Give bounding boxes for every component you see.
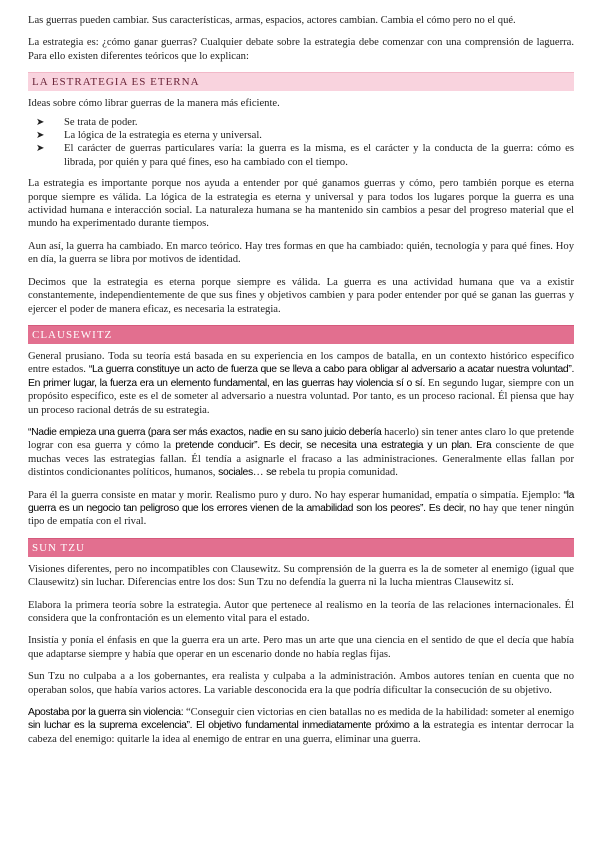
intro-paragraph-1: Las guerras pueden cambiar. Sus características, armas, espacios, actores cambian. Cambia el cómo pero no el qué. bbox=[28, 15, 516, 26]
section1-paragraph-1: La estrategia es importante porque nos ayuda a entender por qué ganamos guerras y cómo, pero también porque es eterna porque siempre es válida. La lógica de la estrategia es eterna y universal y para todos los lugares porque la guerra es una actividad humana e interacción social. La naturaleza humana se ha mantenido sin cambios a pesar del progreso material que el mundo ha experimentado durante tiempos. bbox=[28, 178, 574, 230]
section3-paragraph-3: Insistía y ponía el énfasis en que la guerra era un arte. Pero mas un arte que una ciencia en el sentido de que el decía que había que adaptarse siempre y había que operar en un escenario donde no había reglas fijas. bbox=[28, 635, 574, 660]
quote-highlight: “la guerra es un negocio tan peligroso que los errores vienen de la amabilidad son los peores”. Es decir, no bbox=[28, 489, 574, 514]
quote-highlight: pretende conducir”. Es decir, se necesita una estrategia y un plan. Era bbox=[175, 440, 492, 452]
section-heading-estrategia: LA ESTRATEGIA ES ETERNA bbox=[28, 72, 574, 91]
list-item: ➤ Se trata de poder. bbox=[36, 116, 138, 128]
arrow-bullet-icon: ➤ bbox=[36, 130, 45, 142]
section2-paragraph-1: General prusiano. Toda su teoría está basada en su experiencia en los campos de batalla, en un contexto histórico específico entre estados. “La guerra constituye un acto de fuerza que se lleva a cabo para obligar al adversario a acatar nuestra voluntad”. En primer lugar, la fuerza era un elemento fundamental, en las guerras hay violencia sí o sí. En segundo lugar, siempre con un propósito específico, este es el de someter al adversario a nuestra voluntad. Por tanto, es un proceso racional. Él piensa que hay un proceso racional detrás de su estrategia. bbox=[28, 350, 574, 416]
section3-paragraph-4: Sun Tzu no culpaba a a los gobernantes, era realista y culpaba a la administración. Ambos autores tenían en cuenta que no operaban solos, que había varios actores. La variable desconocida era la que podría dificultar la consecución de su objetivo. bbox=[28, 671, 574, 696]
intro-paragraph-2: La estrategia es: ¿cómo ganar guerras? Cualquier debate sobre la estrategia debe comenzar con una comprensión de laguerra. Para ello existen diferentes teóricos que lo explican: bbox=[28, 37, 574, 62]
quote-highlight: sin luchar es la suprema excelencia”. El objetivo fundamental inmediatamente próximo a la bbox=[28, 720, 430, 732]
section-heading-clausewitz: CLAUSEWITZ bbox=[28, 325, 574, 344]
section1-paragraph-3: Decimos que la estrategia es eterna porque siempre es válida. La guerra es una actividad humana que va a existir constantemente, independientemente de que sus fines y objetivos cambien y para poder entender por qué se ganan las guerras y ejercer el poder de manera eficaz, es necesaria la estrategia. bbox=[28, 276, 574, 315]
section1-bullet-list bbox=[36, 116, 574, 170]
list-item: ➤ El carácter de guerras particulares varía: la guerra es la misma, es el carácter y la conducta de la guerra: cómo es librada, por quién y para qué fines, eso ha cambiado con el tiempo. bbox=[36, 143, 574, 168]
list-item: ➤ La lógica de la estrategia es eterna y universal. bbox=[36, 130, 262, 142]
arrow-bullet-icon: ➤ bbox=[36, 116, 45, 128]
arrow-bullet-icon: ➤ bbox=[36, 143, 45, 155]
section1-lead: Ideas sobre cómo librar guerras de la manera más eficiente. bbox=[28, 98, 280, 110]
quote-highlight: Apostaba por la guerra sin violencia: bbox=[28, 707, 184, 719]
section2-paragraph-3: Para él la guerra consiste en matar y morir. Realismo puro y duro. No hay esperar humanidad, empatía o simpatía. Ejemplo: “la guerra es un negocio tan peligroso que los errores vienen de la amabilidad son los peores”. Es decir, no hay que tener ningún tipo de empatía con el rival. bbox=[28, 489, 574, 528]
section3-paragraph-1: Visiones diferentes, pero no incompatibles con Clausewitz. Su comprensión de la guerra es la de someter al enemigo (igual que Clausewitz) sin luchar. Diferencias entre los dos: Sun Tzu no defendía la guerra ni la lucha mientras Clausewitz sí. bbox=[28, 563, 574, 589]
section2-paragraph-2: “Nadie empieza una guerra (para ser más exactos, nadie en su sano juicio debería hacerlo) sin tener antes claro lo que pretende lograr con esa guerra y cómo la pretende conducir”. Es decir, se necesita una estrategia y un plan. Era consciente de que muchas veces las estrategias fallan. Él tendía a asignarle el fracaso a las administraciones. Generalmente ellas fallan por distintos condicionantes políticos, humanos, sociales… se rebela tu propia comunidad. bbox=[28, 426, 574, 479]
section1-paragraph-2: Aun así, la guerra ha cambiado. En marco teórico. Hay tres formas en que ha cambiado: quién, tecnología y para qué fines. Hoy en día, la guerra se libra por motivos de identidad. bbox=[28, 240, 574, 266]
section-heading-sun-tzu: SUN TZU bbox=[28, 538, 574, 557]
section3-paragraph-5: Apostaba por la guerra sin violencia: “Conseguir cien victorias en cien batallas no es medida de la habilidad: someter al enemigo sin luchar es la suprema excelencia”. El objetivo fundamental inmediatamente próximo a la estrategia es intentar derrocar la cabeza del enemigo: quitarle la idea al enemigo de entrar en una guerra, eliminar una guerra. bbox=[28, 707, 575, 745]
quote-highlight: “Nadie empieza una guerra (para ser más exactos, nadie en su sano juicio debería bbox=[28, 426, 382, 438]
quote-highlight: “La guerra constituye un acto de fuerza que se lleva a cabo para obligar al adversario a acatar nuestra voluntad”. En primer lugar, la fuerza era un elemento fundamental, en las guerras hay violencia sí o sí. bbox=[28, 364, 574, 389]
section3-paragraph-2: Elabora la primera teoría sobre la estrategia. Autor que pertenece al realismo en la teoría de las relaciones internacionales. Él considera que la confrontación es un elemento vital para el estado. bbox=[28, 599, 574, 624]
